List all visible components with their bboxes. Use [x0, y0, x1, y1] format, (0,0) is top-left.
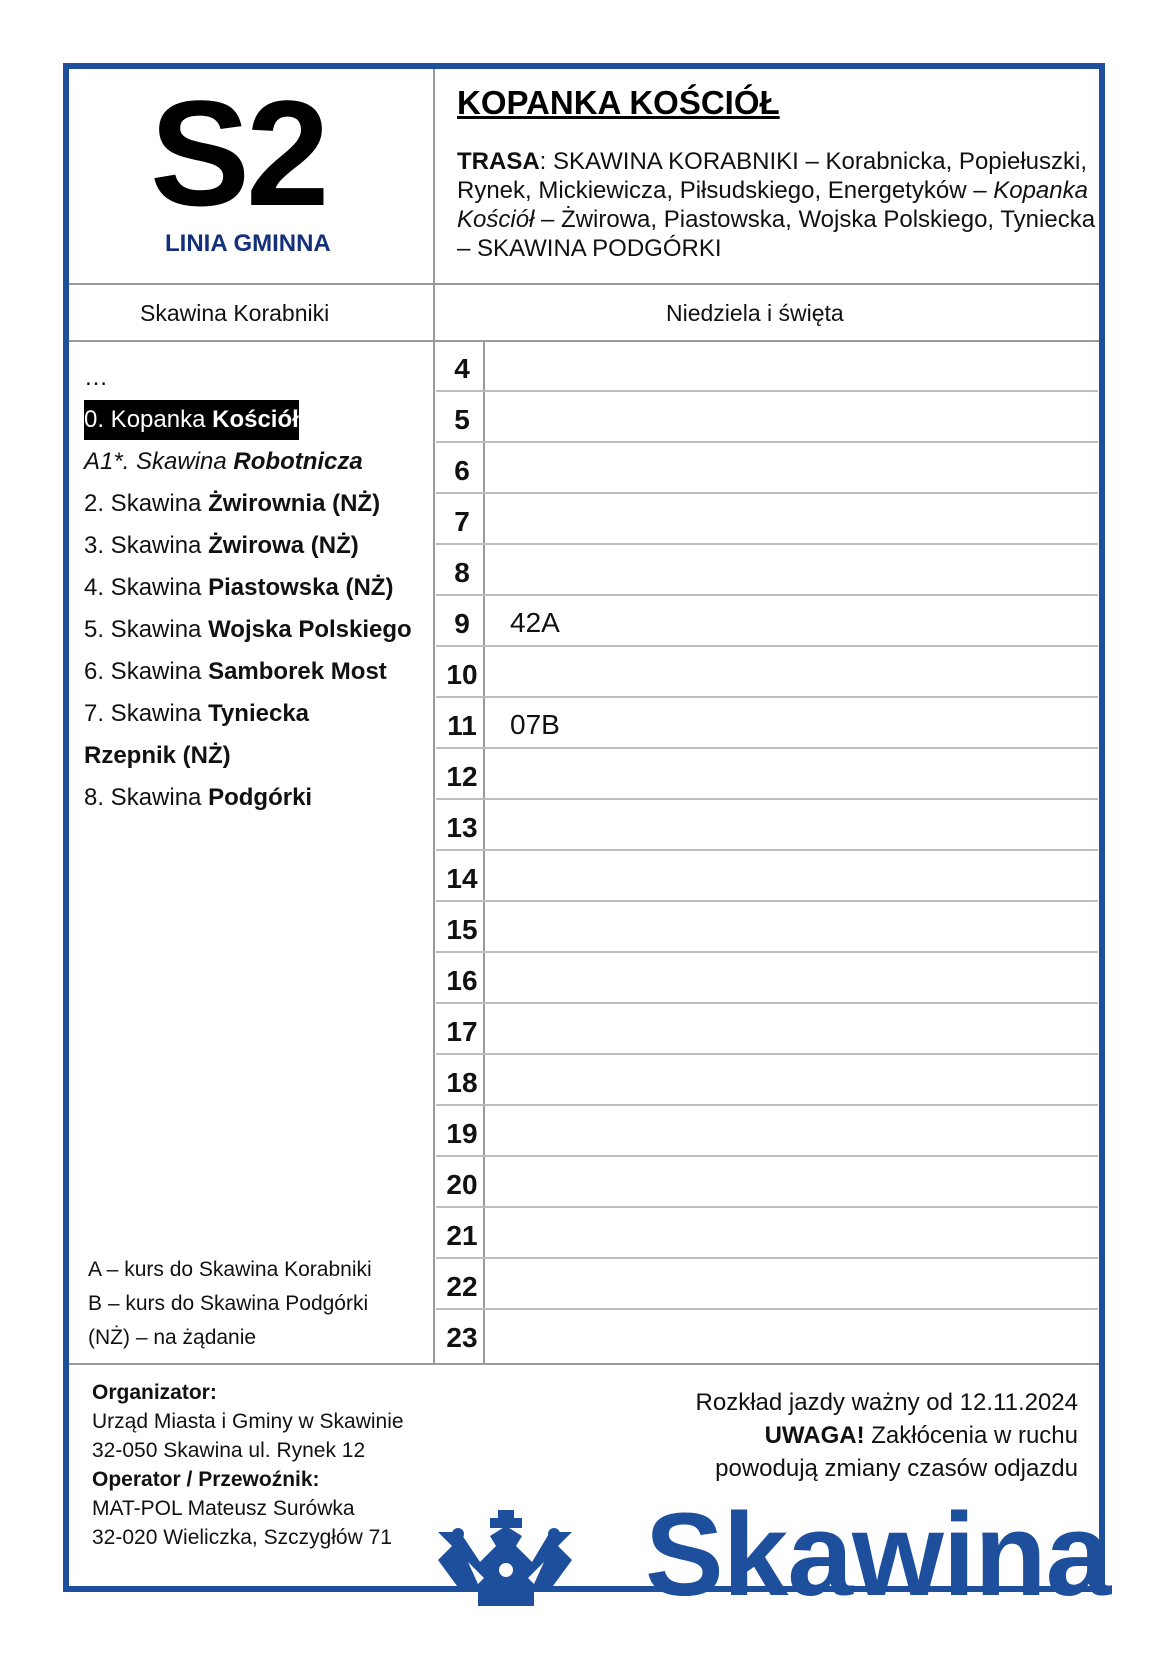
organizer-address: 32-050 Skawina ul. Rynek 12: [92, 1439, 366, 1462]
hour-label: 10: [446, 659, 478, 690]
hour-label: 8: [454, 557, 470, 588]
timetable-row: [436, 545, 1098, 596]
route-label: TRASA: [457, 148, 540, 175]
timetable-row: [436, 1157, 1098, 1208]
line-label: LINIA GMINNA: [165, 230, 331, 257]
timetable-row: [436, 1106, 1098, 1157]
skawina-wordmark: Skawina: [645, 1489, 1111, 1621]
list-item: 5. Skawina Wojska Polskiego: [84, 616, 412, 643]
timetable-row: [436, 341, 1098, 392]
hour-label: 23: [446, 1322, 478, 1353]
route-text-2: – Żwirowa, Piastowska, Wojska Polskiego, Tyniecka – SKAWINA PODGÓRKI: [457, 206, 1096, 262]
hour-label: 21: [446, 1220, 478, 1251]
timetable-row: [436, 1055, 1098, 1106]
operator-name: MAT-POL Mateusz Surówka: [92, 1497, 355, 1520]
timetable-row: [436, 443, 1098, 494]
footer-organizer: [92, 1378, 404, 1552]
list-item-current-stop: 0. Kopanka Kościół: [84, 400, 299, 440]
list-item-ellipsis: …: [84, 364, 108, 391]
stop-list: [84, 357, 412, 819]
timetable-row: [436, 596, 1098, 647]
hour-label: 17: [446, 1016, 478, 1047]
route-description: [457, 147, 1097, 263]
timetable-row: [436, 647, 1098, 698]
timetable-row: [436, 1310, 1098, 1361]
timetable-row: [436, 902, 1098, 953]
list-item: 7. Skawina Tyniecka: [84, 700, 310, 727]
main-vertical-divider: [433, 69, 435, 1364]
legend: [88, 1253, 372, 1355]
valid-date-text: Rozkład jazdy ważny od 12.11.2024: [695, 1389, 1078, 1416]
hour-label: 16: [446, 965, 478, 996]
header-divider: [69, 283, 1099, 285]
hour-label: 14: [446, 863, 478, 894]
hour-label: 6: [454, 455, 470, 486]
timetable-row: [436, 1259, 1098, 1310]
hour-label: 19: [446, 1118, 478, 1149]
hour-label: 11: [447, 710, 477, 741]
departure-minutes: 07B: [510, 709, 560, 740]
organizer-name: Urząd Miasta i Gminy w Skawinie: [92, 1410, 404, 1433]
hour-label: 20: [446, 1169, 478, 1200]
line-code: S2: [150, 69, 326, 237]
footer-notice: [696, 1386, 1078, 1485]
timetable-row: [436, 1004, 1098, 1055]
hour-label: 5: [454, 404, 470, 435]
hour-label: 18: [446, 1067, 478, 1098]
hour-label: 13: [446, 812, 478, 843]
hour-label: 15: [446, 914, 478, 945]
timetable-row: [436, 494, 1098, 545]
list-item: Rzepnik (NŻ): [84, 742, 231, 769]
timetable-row: [436, 953, 1098, 1004]
list-item: 2. Skawina Żwirownia (NŻ): [84, 490, 381, 517]
list-item: 8. Skawina Podgórki: [84, 784, 313, 811]
timetable-row: [436, 800, 1098, 851]
departure-minutes: 42A: [510, 607, 560, 638]
list-item: 3. Skawina Żwirowa (NŻ): [84, 532, 359, 559]
legend-item: B – kurs do Skawina Podgórki: [88, 1292, 369, 1315]
hour-label: 4: [454, 353, 470, 384]
stop-title: KOPANKA KOŚCIÓŁ: [457, 84, 780, 121]
hour-label: 9: [454, 608, 470, 639]
hour-label: 7: [454, 506, 470, 537]
operator-address: 32-020 Wieliczka, Szczygłów 71: [92, 1526, 392, 1549]
legend-item: (NŻ) – na żądanie: [88, 1326, 257, 1349]
hour-label: 12: [446, 761, 478, 792]
warning-text: Zakłócenia w ruchu: [864, 1422, 1078, 1449]
timetable-row: [436, 392, 1098, 443]
timetable-row: [436, 851, 1098, 902]
route-text-1: : SKAWINA KORABNIKI – Korabnicka, Popiełuszki, Rynek, Mickiewicza, Piłsudskiego, Energetyków –: [457, 148, 1087, 204]
route-current-stop: Kopanka Kościół: [457, 177, 1088, 233]
list-item: A1*. Skawina Robotnicza: [84, 448, 363, 475]
warning-text-2: powodują zmiany czasów odjazdu: [715, 1455, 1078, 1482]
operator-label: Operator / Przewoźnik:: [92, 1468, 320, 1491]
warning-label: UWAGA!: [764, 1422, 865, 1449]
day-type-heading: Niedziela i święta: [666, 300, 844, 326]
timetable-row: [436, 749, 1098, 800]
list-item: 6. Skawina Samborek Most: [84, 658, 387, 685]
footer-divider: [69, 1363, 1099, 1365]
timetable-row: [436, 1208, 1098, 1259]
organizer-label: Organizator:: [92, 1381, 217, 1404]
hour-label: 22: [446, 1271, 478, 1302]
direction-heading: Skawina Korabniki: [140, 300, 330, 326]
list-item: 4. Skawina Piastowska (NŻ): [84, 574, 394, 601]
legend-item: A – kurs do Skawina Korabniki: [88, 1258, 372, 1281]
timetable-row: [436, 698, 1098, 749]
